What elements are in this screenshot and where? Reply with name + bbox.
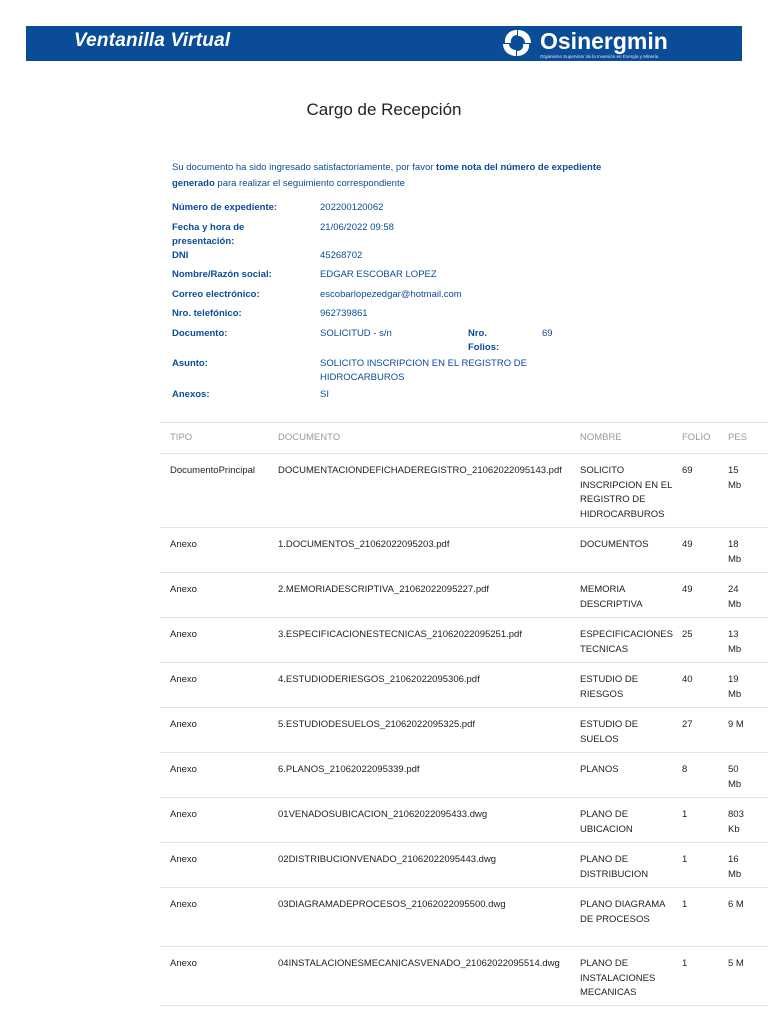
intro-message [172,160,602,192]
intro-text-1: Su documento ha sido ingresado satisfactoriamente, por favor [172,162,437,173]
folios-label: Nro. Folios: [468,328,500,353]
cell-nombre: PLANO DIAGRAMA DE PROCESOS [580,899,665,925]
cell-folio: 40 [682,674,693,685]
correo-label: Correo electrónico: [172,289,260,300]
cell-folio: 1 [682,899,688,910]
cell-tipo: Anexo [170,584,197,595]
cell-documento: 02DISTRIBUCIONVENADO_21062022095443.dwg [278,854,497,865]
brand-tagline: Organismo Supervisor de la Inversión en Energía y Minería [540,54,659,59]
cell-documento: DOCUMENTACIONDEFICHADEREGISTRO_21062022095143.pdf [278,465,562,476]
cell-peso [728,898,768,913]
asunto-label: Asunto: [172,358,208,369]
cell-tipo: Anexo [170,854,197,865]
table-row [160,573,768,618]
header-bar [26,26,742,61]
table-row [160,947,768,1006]
cell-tipo: Anexo [170,764,197,775]
table-row [160,843,768,888]
cell-documento: 4.ESTUDIODERIESGOS_21062022095306.pdf [278,674,480,685]
peso-value: 6 M [728,899,744,910]
anexos-value: SI [320,389,329,400]
cell-nombre: PLANOS [580,764,619,775]
cell-peso [728,673,768,702]
peso-value: 24 [728,584,739,595]
documento-label: Documento: [172,328,228,339]
nombre-value: EDGAR ESCOBAR LOPEZ [320,269,437,280]
dni-label: DNI [172,250,189,261]
peso-value: 803 [728,809,744,820]
cell-folio: 49 [682,539,693,550]
intro-text-bold: tome nota del número de expediente generado [172,162,602,189]
cell-tipo: Anexo [170,899,197,910]
table-row [160,663,768,708]
cell-tipo: Anexo [170,809,197,820]
peso-unit: Mb [728,479,742,491]
page-title: Cargo de Recepción [306,100,462,119]
table-header [160,422,768,454]
cell-peso [728,957,768,972]
cell-documento: 2.MEMORIADESCRIPTIVA_21062022095227.pdf [278,584,490,595]
table-row [160,888,768,947]
nombre-label: Nombre/Razón social: [172,269,272,280]
osinergmin-logo-icon [500,27,534,59]
cell-nombre: PLANO DE DISTRIBUCION [580,854,649,880]
cell-nombre: PLANO DE UBICACION [580,809,633,835]
table-row [160,454,768,528]
cell-tipo: Anexo [170,539,197,550]
cell-tipo: Anexo [170,674,197,685]
peso-value: 19 [728,674,739,685]
cell-peso [728,763,768,792]
app-title: Ventanilla Virtual [74,30,231,51]
cell-tipo: Anexo [170,958,197,969]
peso-unit: Mb [728,688,742,700]
cell-folio: 1 [682,958,688,969]
telefono-value: 962739861 [320,308,368,319]
header-tipo: TIPO [170,432,193,443]
documents-table [160,422,768,1006]
cell-folio: 49 [682,584,693,595]
peso-value: 16 [728,854,739,865]
anexos-label: Anexos: [172,389,210,400]
cell-peso [728,628,768,657]
cell-nombre: ESTUDIO DE SUELOS [580,719,639,745]
cell-folio: 25 [682,629,693,640]
cell-documento: 04INSTALACIONESMECANICASVENADO_21062022095514.dwg [278,958,560,969]
documento-value: SOLICITUD - s/n [320,328,392,339]
fecha-value: 21/06/2022 09:58 [320,222,394,233]
peso-value: 5 M [728,958,744,969]
header-folio: FOLIO [682,432,711,443]
cell-peso [728,853,768,882]
telefono-label: Nro. telefónico: [172,308,242,319]
peso-value: 9 M [728,719,744,730]
cell-peso [728,583,768,612]
cell-documento: 1.DOCUMENTOS_21062022095203.pdf [278,539,450,550]
peso-value: 13 [728,629,739,640]
folios-value: 69 [542,328,553,339]
peso-unit: Mb [728,868,742,880]
cell-folio: 69 [682,465,693,476]
cell-documento: 6.PLANOS_21062022095339.pdf [278,764,420,775]
table-row [160,528,768,573]
cell-nombre: MEMORIA DESCRIPTIVA [580,584,643,610]
cell-peso [728,538,768,567]
table-row [160,708,768,753]
cell-documento: 5.ESTUDIODESUELOS_21062022095325.pdf [278,719,475,730]
cell-peso [728,464,768,493]
peso-value: 15 [728,465,739,476]
cell-documento: 01VENADOSUBICACION_21062022095433.dwg [278,809,488,820]
cell-peso [728,808,768,837]
cell-nombre: DOCUMENTOS [580,539,649,550]
cell-tipo: Anexo [170,629,197,640]
peso-value: 50 [728,764,739,775]
table-row [160,798,768,843]
peso-unit: Mb [728,778,742,790]
cell-documento: 03DIAGRAMADEPROCESOS_21062022095500.dwg [278,899,506,910]
cell-folio: 27 [682,719,693,730]
cell-tipo: Anexo [170,719,197,730]
cell-peso [728,718,768,733]
cell-documento: 3.ESPECIFICACIONESTECNICAS_21062022095251.pdf [278,629,522,640]
cell-nombre: ESTUDIO DE RIESGOS [580,674,639,700]
cell-nombre: SOLICITO INSCRIPCION EN EL REGISTRO DE HIDROCARBUROS [580,465,673,520]
asunto-value: SOLICITO INSCRIPCION EN EL REGISTRO DE HIDROCARBUROS [320,358,527,383]
brand-name: Osinergmin [540,28,668,54]
header-nombre: NOMBRE [580,432,622,443]
dni-value: 45268702 [320,250,363,261]
header-peso: PES [728,432,748,443]
table-row [160,753,768,798]
cell-nombre: PLANO DE INSTALACIONES MECANICAS [580,958,656,998]
cell-folio: 8 [682,764,688,775]
peso-value: 18 [728,539,739,550]
table-row [160,618,768,663]
expediente-value: 202200120062 [320,202,384,213]
peso-unit: Kb [728,823,740,835]
cell-folio: 1 [682,854,688,865]
expediente-label: Número de expediente: [172,202,278,213]
fecha-label: Fecha y hora de presentación: [172,222,245,247]
cell-nombre: ESPECIFICACIONES TECNICAS [580,629,673,655]
peso-unit: Mb [728,598,742,610]
peso-unit: Mb [728,553,742,565]
cell-folio: 1 [682,809,688,820]
intro-text-2: para realizar el seguimiento correspondiente [214,178,405,189]
header-documento: DOCUMENTO [278,432,341,443]
cell-tipo: DocumentoPrincipal [170,465,256,476]
correo-value: escobarlopezedgar@hotmail.com [320,289,462,300]
peso-unit: Mb [728,643,742,655]
